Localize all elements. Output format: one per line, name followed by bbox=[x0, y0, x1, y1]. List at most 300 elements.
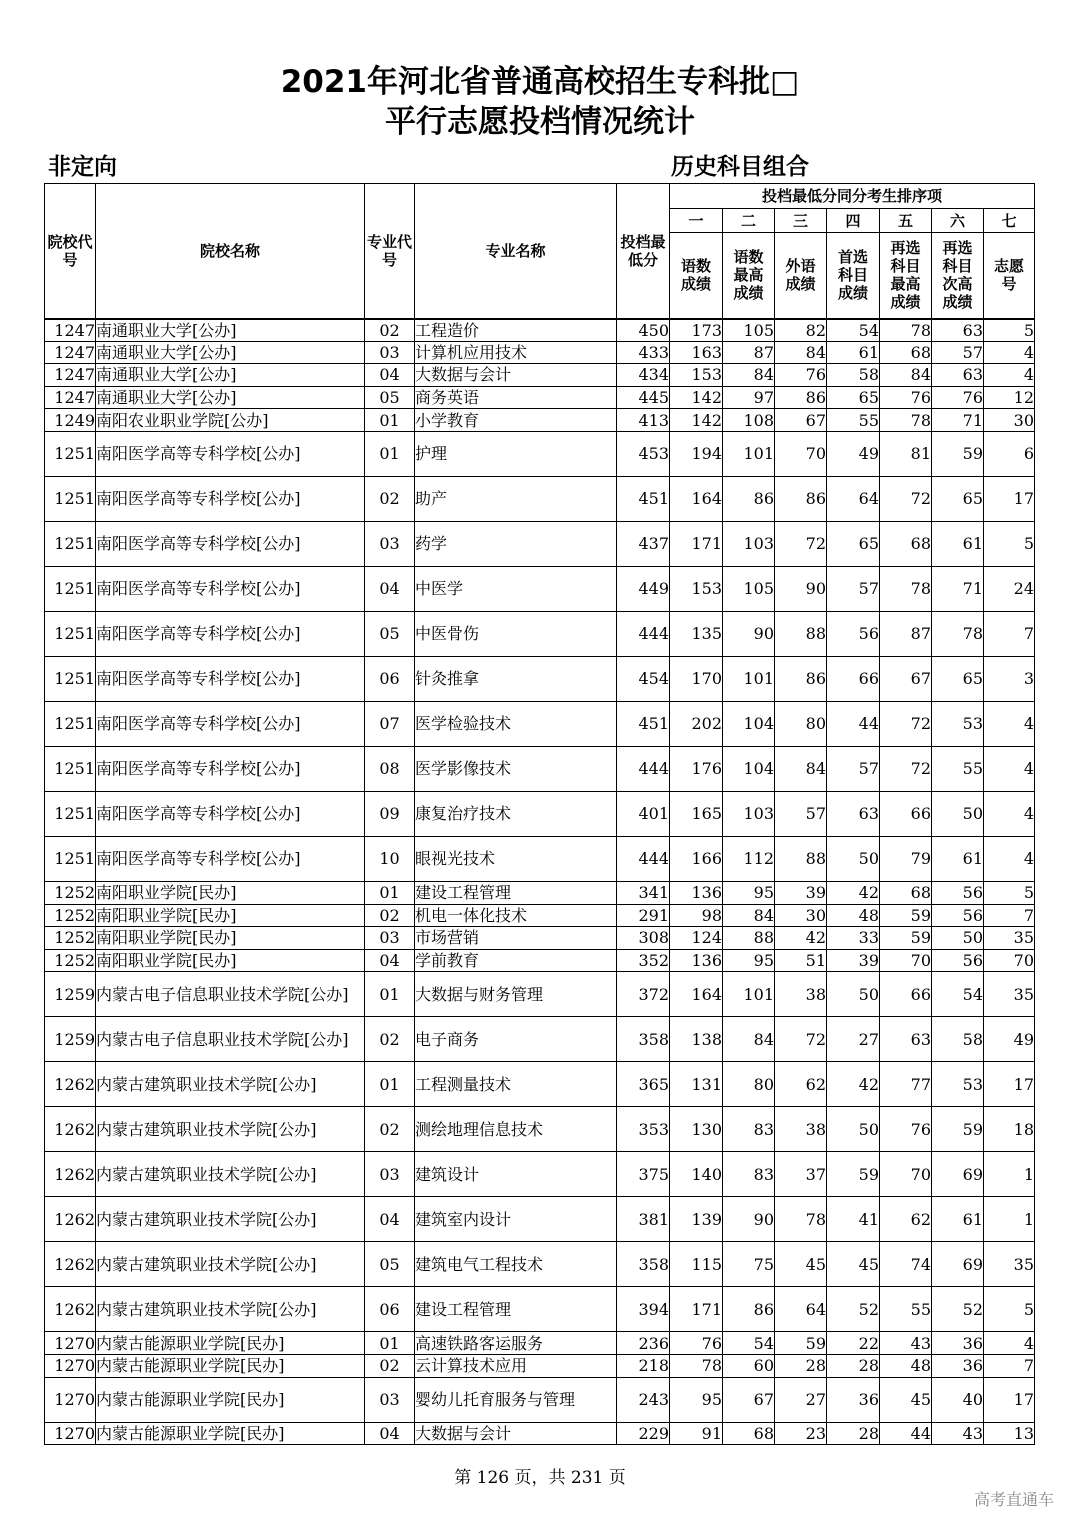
cell-chinese-math-top: 103 bbox=[723, 521, 775, 566]
cell-elective-top-score: 68 bbox=[880, 881, 932, 904]
cell-major-name: 建筑电气工程技术 bbox=[415, 1242, 617, 1287]
cell-elective-top-score: 63 bbox=[880, 1017, 932, 1062]
cell-elective-second-score: 43 bbox=[932, 1422, 984, 1445]
table-row bbox=[45, 881, 1035, 904]
header-order-item-7: 志愿号 bbox=[984, 233, 1035, 319]
cell-chinese-math-score: 153 bbox=[670, 566, 723, 611]
cell-major-name: 婴幼儿托育服务与管理 bbox=[415, 1377, 617, 1422]
cell-school-code: 1247 bbox=[45, 364, 96, 387]
cell-choice-number: 5 bbox=[984, 1287, 1035, 1332]
cell-foreign-lang-score: 62 bbox=[775, 1062, 827, 1107]
cell-chinese-math-score: 138 bbox=[670, 1017, 723, 1062]
cell-foreign-lang-score: 82 bbox=[775, 319, 827, 342]
cell-choice-number: 4 bbox=[984, 701, 1035, 746]
cell-school-name: 内蒙古能源职业学院[民办] bbox=[96, 1377, 365, 1422]
cell-foreign-lang-score: 80 bbox=[775, 701, 827, 746]
cell-chinese-math-score: 142 bbox=[670, 386, 723, 409]
cell-min-score: 341 bbox=[617, 881, 670, 904]
cell-foreign-lang-score: 84 bbox=[775, 746, 827, 791]
cell-min-score: 444 bbox=[617, 836, 670, 881]
table-row bbox=[45, 1242, 1035, 1287]
cell-chinese-math-top: 86 bbox=[723, 1287, 775, 1332]
table-row bbox=[45, 611, 1035, 656]
cell-school-name: 南通职业大学[公办] bbox=[96, 386, 365, 409]
cell-chinese-math-top: 88 bbox=[723, 927, 775, 950]
header-order-item-2: 语数最高成绩 bbox=[723, 233, 775, 319]
cell-chinese-math-top: 87 bbox=[723, 341, 775, 364]
cell-school-code: 1251 bbox=[45, 701, 96, 746]
cell-major-code: 06 bbox=[365, 656, 415, 701]
cell-first-subject-score: 52 bbox=[827, 1287, 880, 1332]
cell-major-code: 08 bbox=[365, 746, 415, 791]
document-title-line1: 2021年河北省普通高校招生专科批□ bbox=[280, 64, 800, 100]
table-row bbox=[45, 927, 1035, 950]
cell-elective-second-score: 40 bbox=[932, 1377, 984, 1422]
header-order-7: 七 bbox=[984, 209, 1035, 233]
cell-chinese-math-score: 130 bbox=[670, 1107, 723, 1152]
cell-chinese-math-top: 75 bbox=[723, 1242, 775, 1287]
cell-major-code: 03 bbox=[365, 1152, 415, 1197]
cell-first-subject-score: 45 bbox=[827, 1242, 880, 1287]
cell-elective-top-score: 44 bbox=[880, 1422, 932, 1445]
cell-first-subject-score: 59 bbox=[827, 1152, 880, 1197]
cell-major-name: 市场营销 bbox=[415, 927, 617, 950]
cell-chinese-math-top: 83 bbox=[723, 1107, 775, 1152]
cell-major-code: 01 bbox=[365, 1062, 415, 1107]
cell-first-subject-score: 54 bbox=[827, 319, 880, 342]
cell-major-code: 04 bbox=[365, 566, 415, 611]
cell-min-score: 381 bbox=[617, 1197, 670, 1242]
cell-major-code: 01 bbox=[365, 409, 415, 432]
cell-school-code: 1252 bbox=[45, 949, 96, 972]
cell-foreign-lang-score: 28 bbox=[775, 1354, 827, 1377]
cell-elective-top-score: 62 bbox=[880, 1197, 932, 1242]
cell-major-name: 中医骨伤 bbox=[415, 611, 617, 656]
cell-first-subject-score: 42 bbox=[827, 1062, 880, 1107]
cell-min-score: 437 bbox=[617, 521, 670, 566]
cell-elective-second-score: 65 bbox=[932, 656, 984, 701]
cell-elective-top-score: 77 bbox=[880, 1062, 932, 1107]
cell-elective-second-score: 78 bbox=[932, 611, 984, 656]
cell-min-score: 218 bbox=[617, 1354, 670, 1377]
cell-elective-top-score: 76 bbox=[880, 386, 932, 409]
header-order-item-1: 语数成绩 bbox=[670, 233, 723, 319]
cell-choice-number: 70 bbox=[984, 949, 1035, 972]
cell-major-name: 大数据与会计 bbox=[415, 1422, 617, 1445]
table-row bbox=[45, 656, 1035, 701]
cell-major-name: 中医学 bbox=[415, 566, 617, 611]
cell-first-subject-score: 57 bbox=[827, 566, 880, 611]
cell-school-code: 1251 bbox=[45, 476, 96, 521]
cell-min-score: 445 bbox=[617, 386, 670, 409]
cell-elective-second-score: 61 bbox=[932, 836, 984, 881]
cell-major-code: 09 bbox=[365, 791, 415, 836]
cell-major-code: 01 bbox=[365, 881, 415, 904]
cell-min-score: 375 bbox=[617, 1152, 670, 1197]
cell-foreign-lang-score: 27 bbox=[775, 1377, 827, 1422]
cell-school-name: 内蒙古电子信息职业技术学院[公办] bbox=[96, 972, 365, 1017]
cell-chinese-math-score: 140 bbox=[670, 1152, 723, 1197]
cell-foreign-lang-score: 86 bbox=[775, 386, 827, 409]
cell-foreign-lang-score: 57 bbox=[775, 791, 827, 836]
cell-choice-number: 35 bbox=[984, 927, 1035, 950]
cell-choice-number: 17 bbox=[984, 1377, 1035, 1422]
cell-school-code: 1262 bbox=[45, 1197, 96, 1242]
table-row bbox=[45, 1017, 1035, 1062]
cell-elective-top-score: 78 bbox=[880, 319, 932, 342]
cell-elective-top-score: 78 bbox=[880, 409, 932, 432]
cell-school-code: 1251 bbox=[45, 791, 96, 836]
document-title-line2: 平行志愿投档情况统计 bbox=[385, 104, 695, 140]
cell-foreign-lang-score: 90 bbox=[775, 566, 827, 611]
cell-foreign-lang-score: 72 bbox=[775, 1017, 827, 1062]
table-row bbox=[45, 386, 1035, 409]
cell-foreign-lang-score: 38 bbox=[775, 972, 827, 1017]
header-order-2: 二 bbox=[723, 209, 775, 233]
cell-chinese-math-top: 90 bbox=[723, 611, 775, 656]
cell-chinese-math-top: 105 bbox=[723, 566, 775, 611]
cell-school-name: 南阳医学高等专科学校[公办] bbox=[96, 611, 365, 656]
cell-min-score: 372 bbox=[617, 972, 670, 1017]
header-order-4: 四 bbox=[827, 209, 880, 233]
cell-elective-second-score: 76 bbox=[932, 386, 984, 409]
cell-elective-second-score: 61 bbox=[932, 1197, 984, 1242]
cell-first-subject-score: 33 bbox=[827, 927, 880, 950]
header-major-name: 专业名称 bbox=[415, 184, 617, 319]
table-row bbox=[45, 1287, 1035, 1332]
cell-chinese-math-score: 173 bbox=[670, 319, 723, 342]
cell-school-name: 南阳职业学院[民办] bbox=[96, 949, 365, 972]
cell-elective-second-score: 57 bbox=[932, 341, 984, 364]
cell-major-code: 01 bbox=[365, 431, 415, 476]
cell-major-name: 建筑室内设计 bbox=[415, 1197, 617, 1242]
cell-elective-second-score: 52 bbox=[932, 1287, 984, 1332]
cell-major-name: 康复治疗技术 bbox=[415, 791, 617, 836]
cell-min-score: 454 bbox=[617, 656, 670, 701]
cell-chinese-math-score: 194 bbox=[670, 431, 723, 476]
cell-school-code: 1251 bbox=[45, 566, 96, 611]
cell-elective-second-score: 50 bbox=[932, 791, 984, 836]
cell-elective-top-score: 67 bbox=[880, 656, 932, 701]
cell-elective-second-score: 71 bbox=[932, 409, 984, 432]
cell-school-name: 南阳医学高等专科学校[公办] bbox=[96, 476, 365, 521]
cell-school-name: 南通职业大学[公办] bbox=[96, 319, 365, 342]
cell-foreign-lang-score: 59 bbox=[775, 1332, 827, 1355]
cell-min-score: 291 bbox=[617, 904, 670, 927]
cell-min-score: 358 bbox=[617, 1017, 670, 1062]
cell-chinese-math-score: 135 bbox=[670, 611, 723, 656]
cell-first-subject-score: 65 bbox=[827, 386, 880, 409]
cell-major-name: 医学检验技术 bbox=[415, 701, 617, 746]
cell-min-score: 451 bbox=[617, 701, 670, 746]
cell-chinese-math-score: 98 bbox=[670, 904, 723, 927]
cell-major-code: 04 bbox=[365, 1422, 415, 1445]
cell-elective-second-score: 55 bbox=[932, 746, 984, 791]
cell-school-name: 内蒙古建筑职业技术学院[公办] bbox=[96, 1107, 365, 1152]
cell-chinese-math-score: 91 bbox=[670, 1422, 723, 1445]
cell-school-code: 1262 bbox=[45, 1152, 96, 1197]
cell-first-subject-score: 50 bbox=[827, 972, 880, 1017]
cell-choice-number: 35 bbox=[984, 972, 1035, 1017]
cell-foreign-lang-score: 30 bbox=[775, 904, 827, 927]
cell-chinese-math-top: 54 bbox=[723, 1332, 775, 1355]
cell-choice-number: 1 bbox=[984, 1197, 1035, 1242]
cell-major-code: 02 bbox=[365, 319, 415, 342]
cell-foreign-lang-score: 72 bbox=[775, 521, 827, 566]
cell-min-score: 243 bbox=[617, 1377, 670, 1422]
cell-elective-top-score: 74 bbox=[880, 1242, 932, 1287]
cell-chinese-math-top: 84 bbox=[723, 904, 775, 927]
cell-first-subject-score: 50 bbox=[827, 836, 880, 881]
cell-chinese-math-top: 86 bbox=[723, 476, 775, 521]
cell-elective-second-score: 69 bbox=[932, 1242, 984, 1287]
cell-chinese-math-top: 104 bbox=[723, 746, 775, 791]
cell-elective-top-score: 68 bbox=[880, 521, 932, 566]
cell-chinese-math-top: 67 bbox=[723, 1377, 775, 1422]
cell-major-name: 机电一体化技术 bbox=[415, 904, 617, 927]
cell-major-code: 02 bbox=[365, 476, 415, 521]
admission-table bbox=[44, 183, 1035, 1445]
cell-school-code: 1249 bbox=[45, 409, 96, 432]
cell-major-code: 02 bbox=[365, 1017, 415, 1062]
page-footer: 第 126 页，共 231 页 bbox=[454, 1468, 626, 1488]
cell-major-name: 电子商务 bbox=[415, 1017, 617, 1062]
cell-elective-top-score: 45 bbox=[880, 1377, 932, 1422]
cell-school-code: 1247 bbox=[45, 319, 96, 342]
cell-elective-top-score: 66 bbox=[880, 972, 932, 1017]
cell-school-code: 1251 bbox=[45, 611, 96, 656]
cell-chinese-math-top: 112 bbox=[723, 836, 775, 881]
cell-first-subject-score: 57 bbox=[827, 746, 880, 791]
cell-foreign-lang-score: 37 bbox=[775, 1152, 827, 1197]
cell-school-name: 南阳医学高等专科学校[公办] bbox=[96, 746, 365, 791]
cell-elective-second-score: 54 bbox=[932, 972, 984, 1017]
cell-choice-number: 35 bbox=[984, 1242, 1035, 1287]
cell-major-code: 04 bbox=[365, 364, 415, 387]
cell-chinese-math-score: 164 bbox=[670, 972, 723, 1017]
cell-choice-number: 17 bbox=[984, 476, 1035, 521]
cell-school-name: 内蒙古能源职业学院[民办] bbox=[96, 1354, 365, 1377]
cell-chinese-math-score: 136 bbox=[670, 949, 723, 972]
table-row bbox=[45, 341, 1035, 364]
cell-first-subject-score: 39 bbox=[827, 949, 880, 972]
cell-chinese-math-top: 101 bbox=[723, 656, 775, 701]
cell-elective-second-score: 36 bbox=[932, 1332, 984, 1355]
cell-min-score: 450 bbox=[617, 319, 670, 342]
table-row bbox=[45, 1377, 1035, 1422]
cell-chinese-math-score: 164 bbox=[670, 476, 723, 521]
cell-school-code: 1262 bbox=[45, 1242, 96, 1287]
cell-min-score: 451 bbox=[617, 476, 670, 521]
table-row bbox=[45, 791, 1035, 836]
table-row bbox=[45, 746, 1035, 791]
cell-choice-number: 4 bbox=[984, 746, 1035, 791]
cell-elective-top-score: 43 bbox=[880, 1332, 932, 1355]
cell-choice-number: 12 bbox=[984, 386, 1035, 409]
cell-school-name: 内蒙古建筑职业技术学院[公办] bbox=[96, 1242, 365, 1287]
cell-major-name: 商务英语 bbox=[415, 386, 617, 409]
cell-major-name: 医学影像技术 bbox=[415, 746, 617, 791]
cell-foreign-lang-score: 38 bbox=[775, 1107, 827, 1152]
cell-elective-top-score: 72 bbox=[880, 701, 932, 746]
cell-foreign-lang-score: 51 bbox=[775, 949, 827, 972]
cell-first-subject-score: 61 bbox=[827, 341, 880, 364]
category-left-label: 非定向 bbox=[48, 154, 117, 180]
cell-choice-number: 4 bbox=[984, 791, 1035, 836]
cell-school-code: 1270 bbox=[45, 1377, 96, 1422]
cell-first-subject-score: 27 bbox=[827, 1017, 880, 1062]
table-row bbox=[45, 1354, 1035, 1377]
cell-foreign-lang-score: 84 bbox=[775, 341, 827, 364]
cell-major-code: 05 bbox=[365, 1242, 415, 1287]
table-row bbox=[45, 1107, 1035, 1152]
cell-major-name: 大数据与会计 bbox=[415, 364, 617, 387]
cell-elective-second-score: 61 bbox=[932, 521, 984, 566]
cell-elective-top-score: 81 bbox=[880, 431, 932, 476]
cell-elective-top-score: 68 bbox=[880, 341, 932, 364]
cell-elective-top-score: 79 bbox=[880, 836, 932, 881]
cell-major-name: 工程测量技术 bbox=[415, 1062, 617, 1107]
cell-choice-number: 5 bbox=[984, 881, 1035, 904]
cell-first-subject-score: 63 bbox=[827, 791, 880, 836]
cell-major-code: 03 bbox=[365, 927, 415, 950]
table-row bbox=[45, 949, 1035, 972]
cell-first-subject-score: 64 bbox=[827, 476, 880, 521]
cell-choice-number: 7 bbox=[984, 1354, 1035, 1377]
cell-school-code: 1270 bbox=[45, 1422, 96, 1445]
header-school-code: 院校代号 bbox=[45, 184, 96, 319]
cell-major-code: 02 bbox=[365, 1354, 415, 1377]
cell-choice-number: 3 bbox=[984, 656, 1035, 701]
cell-major-name: 高速铁路客运服务 bbox=[415, 1332, 617, 1355]
table-row bbox=[45, 431, 1035, 476]
cell-elective-second-score: 56 bbox=[932, 949, 984, 972]
cell-elective-top-score: 59 bbox=[880, 904, 932, 927]
cell-chinese-math-top: 83 bbox=[723, 1152, 775, 1197]
cell-chinese-math-score: 170 bbox=[670, 656, 723, 701]
cell-first-subject-score: 66 bbox=[827, 656, 880, 701]
cell-first-subject-score: 58 bbox=[827, 364, 880, 387]
cell-major-name: 护理 bbox=[415, 431, 617, 476]
cell-major-name: 建设工程管理 bbox=[415, 1287, 617, 1332]
cell-min-score: 352 bbox=[617, 949, 670, 972]
cell-chinese-math-score: 115 bbox=[670, 1242, 723, 1287]
cell-school-code: 1252 bbox=[45, 881, 96, 904]
cell-school-name: 南通职业大学[公办] bbox=[96, 364, 365, 387]
cell-major-code: 02 bbox=[365, 904, 415, 927]
cell-elective-second-score: 59 bbox=[932, 1107, 984, 1152]
cell-choice-number: 7 bbox=[984, 904, 1035, 927]
cell-elective-top-score: 78 bbox=[880, 566, 932, 611]
cell-elective-second-score: 65 bbox=[932, 476, 984, 521]
cell-first-subject-score: 65 bbox=[827, 521, 880, 566]
cell-chinese-math-score: 136 bbox=[670, 881, 723, 904]
cell-chinese-math-top: 103 bbox=[723, 791, 775, 836]
cell-min-score: 308 bbox=[617, 927, 670, 950]
cell-school-name: 南阳医学高等专科学校[公办] bbox=[96, 791, 365, 836]
cell-elective-top-score: 48 bbox=[880, 1354, 932, 1377]
cell-elective-top-score: 66 bbox=[880, 791, 932, 836]
cell-choice-number: 6 bbox=[984, 431, 1035, 476]
cell-elective-second-score: 56 bbox=[932, 881, 984, 904]
cell-chinese-math-top: 60 bbox=[723, 1354, 775, 1377]
cell-major-name: 计算机应用技术 bbox=[415, 341, 617, 364]
cell-foreign-lang-score: 42 bbox=[775, 927, 827, 950]
table-row bbox=[45, 521, 1035, 566]
cell-min-score: 358 bbox=[617, 1242, 670, 1287]
cell-min-score: 365 bbox=[617, 1062, 670, 1107]
cell-school-code: 1270 bbox=[45, 1354, 96, 1377]
cell-choice-number: 49 bbox=[984, 1017, 1035, 1062]
cell-min-score: 236 bbox=[617, 1332, 670, 1355]
cell-major-code: 03 bbox=[365, 521, 415, 566]
header-order-3: 三 bbox=[775, 209, 827, 233]
cell-chinese-math-score: 165 bbox=[670, 791, 723, 836]
cell-chinese-math-top: 90 bbox=[723, 1197, 775, 1242]
cell-elective-top-score: 55 bbox=[880, 1287, 932, 1332]
cell-chinese-math-top: 95 bbox=[723, 881, 775, 904]
cell-foreign-lang-score: 39 bbox=[775, 881, 827, 904]
cell-elective-top-score: 59 bbox=[880, 927, 932, 950]
cell-school-name: 内蒙古建筑职业技术学院[公办] bbox=[96, 1287, 365, 1332]
cell-major-code: 02 bbox=[365, 1107, 415, 1152]
cell-major-name: 眼视光技术 bbox=[415, 836, 617, 881]
cell-choice-number: 24 bbox=[984, 566, 1035, 611]
cell-school-name: 南阳医学高等专科学校[公办] bbox=[96, 701, 365, 746]
cell-min-score: 394 bbox=[617, 1287, 670, 1332]
cell-school-code: 1252 bbox=[45, 927, 96, 950]
cell-elective-second-score: 59 bbox=[932, 431, 984, 476]
cell-elective-top-score: 72 bbox=[880, 746, 932, 791]
cell-school-name: 内蒙古能源职业学院[民办] bbox=[96, 1422, 365, 1445]
table-row bbox=[45, 566, 1035, 611]
cell-major-name: 云计算技术应用 bbox=[415, 1354, 617, 1377]
cell-chinese-math-score: 176 bbox=[670, 746, 723, 791]
cell-elective-top-score: 70 bbox=[880, 1152, 932, 1197]
cell-elective-top-score: 72 bbox=[880, 476, 932, 521]
cell-min-score: 353 bbox=[617, 1107, 670, 1152]
cell-elective-top-score: 87 bbox=[880, 611, 932, 656]
cell-major-name: 测绘地理信息技术 bbox=[415, 1107, 617, 1152]
cell-choice-number: 1 bbox=[984, 1152, 1035, 1197]
cell-choice-number: 4 bbox=[984, 364, 1035, 387]
cell-major-name: 小学教育 bbox=[415, 409, 617, 432]
cell-school-code: 1251 bbox=[45, 431, 96, 476]
cell-school-name: 南阳医学高等专科学校[公办] bbox=[96, 566, 365, 611]
cell-chinese-math-score: 163 bbox=[670, 341, 723, 364]
cell-first-subject-score: 55 bbox=[827, 409, 880, 432]
table-row bbox=[45, 836, 1035, 881]
cell-foreign-lang-score: 86 bbox=[775, 476, 827, 521]
cell-school-name: 南阳医学高等专科学校[公办] bbox=[96, 836, 365, 881]
cell-elective-second-score: 56 bbox=[932, 904, 984, 927]
cell-school-code: 1259 bbox=[45, 1017, 96, 1062]
cell-first-subject-score: 50 bbox=[827, 1107, 880, 1152]
cell-foreign-lang-score: 23 bbox=[775, 1422, 827, 1445]
cell-choice-number: 5 bbox=[984, 521, 1035, 566]
cell-major-code: 06 bbox=[365, 1287, 415, 1332]
cell-school-name: 内蒙古建筑职业技术学院[公办] bbox=[96, 1062, 365, 1107]
cell-foreign-lang-score: 88 bbox=[775, 836, 827, 881]
cell-school-name: 南阳职业学院[民办] bbox=[96, 881, 365, 904]
cell-foreign-lang-score: 70 bbox=[775, 431, 827, 476]
cell-chinese-math-score: 95 bbox=[670, 1377, 723, 1422]
cell-school-code: 1252 bbox=[45, 904, 96, 927]
header-tie-group: 投档最低分同分考生排序项 bbox=[670, 184, 1035, 209]
header-school-name: 院校名称 bbox=[96, 184, 365, 319]
cell-first-subject-score: 22 bbox=[827, 1332, 880, 1355]
cell-elective-second-score: 53 bbox=[932, 1062, 984, 1107]
